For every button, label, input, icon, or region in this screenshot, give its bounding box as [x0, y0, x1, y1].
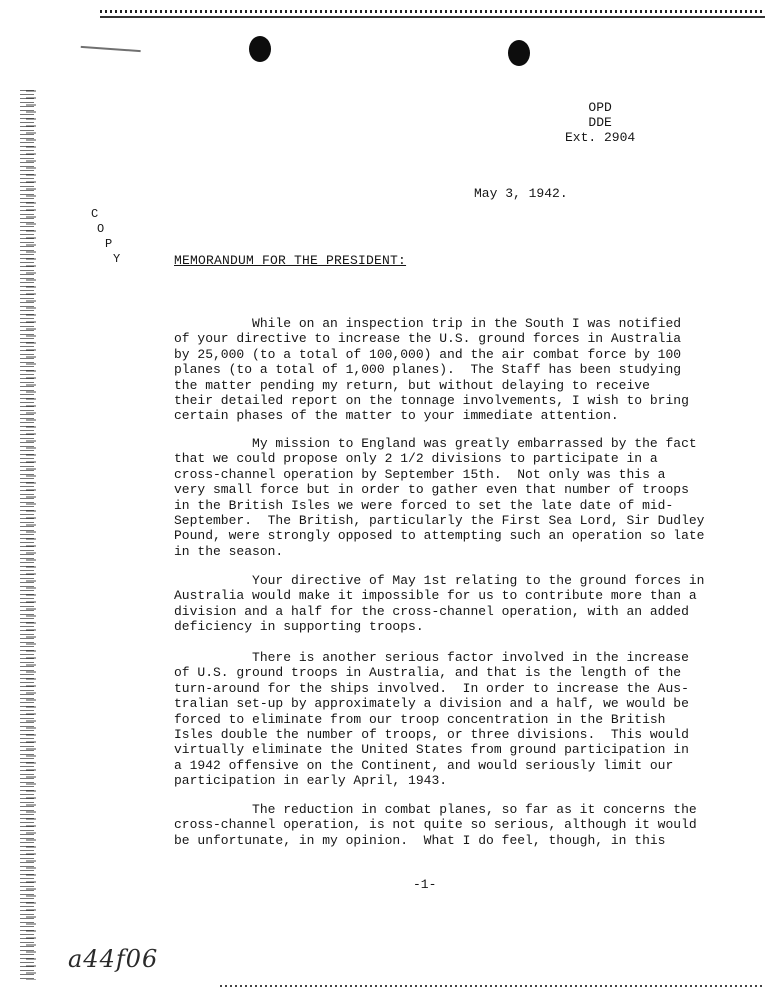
handwritten-archive-note: a44f06 — [68, 945, 159, 973]
scan-top-edge — [100, 10, 765, 20]
office-code: OPD — [588, 100, 612, 115]
punch-hole — [508, 40, 530, 66]
text-line: be unfortunate, in my opinion. What I do feel, though, in this — [174, 832, 666, 848]
scan-left-edge — [0, 90, 40, 980]
copy-letter: P — [105, 237, 113, 251]
text-line: turn-around for the ships involved. In order to increase the Aus- — [174, 680, 689, 696]
phone-extension: Ext. 2904 — [565, 130, 636, 145]
text-line: September. The British, particularly the First Sea Lord, Sir Dudley — [174, 513, 705, 529]
text-line: very small force but in order to gather even that number of troops — [174, 482, 689, 498]
text-line: While on an inspection trip in the South I was notified — [174, 316, 682, 331]
paragraph — [174, 436, 719, 559]
text-line: division and a half for the cross-channel operation, with an added — [174, 603, 689, 619]
text-line: planes (to a total of 1,000 planes). The Staff has been studying — [174, 362, 682, 378]
author-initials: DDE — [588, 115, 612, 130]
paragraph — [174, 650, 719, 789]
memo-date: May 3, 1942. — [474, 186, 568, 201]
text-line: cross-channel operation by September 15th. Not only was this a — [174, 466, 666, 482]
copy-letter: Y — [113, 252, 121, 266]
text-line: of U.S. ground troops in Australia, and that is the length of the — [174, 665, 682, 681]
text-line: Australia would make it impossible for us to contribute more than a — [174, 588, 697, 604]
text-line: in the season. — [174, 543, 284, 559]
memo-heading: MEMORANDUM FOR THE PRESIDENT: — [174, 253, 407, 268]
text-line: My mission to England was greatly embarrassed by the fact — [174, 436, 697, 451]
text-line: deficiency in supporting troops. — [174, 619, 424, 635]
text-line: virtually eliminate the United States from ground participation in — [174, 742, 689, 758]
text-line: by 25,000 (to a total of 100,000) and the air combat force by 100 — [174, 346, 682, 362]
punch-hole — [249, 36, 271, 62]
text-line: The reduction in combat planes, so far as it concerns the — [174, 802, 697, 817]
copy-letter: C — [91, 207, 99, 221]
text-line: the matter pending my return, but without delaying to receive — [174, 377, 650, 393]
text-line: of your directive to increase the U.S. ground forces in Australia — [174, 331, 682, 347]
paragraph — [174, 802, 719, 848]
text-line: There is another serious factor involved in the increase — [174, 650, 689, 665]
text-line: Your directive of May 1st relating to the ground forces in — [174, 573, 705, 588]
text-line: Pound, were strongly opposed to attempting such an operation so late — [174, 528, 705, 544]
paragraph — [174, 316, 719, 424]
text-line: their detailed report on the tonnage involvements, I wish to bring — [174, 393, 689, 409]
text-line: that we could propose only 2 1/2 divisions to participate in a — [174, 451, 658, 467]
scan-bottom-edge — [220, 985, 765, 987]
office-reference-block — [565, 100, 635, 145]
text-line: in the British Isles we were forced to set the late date of mid- — [174, 497, 674, 513]
paragraph — [174, 573, 719, 635]
text-line: forced to eliminate from our troop concentration in the British — [174, 711, 666, 727]
copy-letter: O — [97, 222, 105, 236]
text-line: tralian set-up by approximately a division and a half, we would be — [174, 696, 689, 712]
text-line: participation in early April, 1943. — [174, 773, 448, 789]
text-line: certain phases of the matter to your immediate attention. — [174, 408, 619, 424]
copy-stamp — [91, 207, 120, 267]
text-line: Isles double the number of troops, or three divisions. This would — [174, 727, 689, 743]
text-line: cross-channel operation, is not quite so serious, although it would — [174, 817, 697, 833]
scan-corner-mark — [79, 46, 140, 72]
text-line: a 1942 offensive on the Continent, and would seriously limit our — [174, 757, 674, 773]
page-number: -1- — [413, 877, 437, 892]
